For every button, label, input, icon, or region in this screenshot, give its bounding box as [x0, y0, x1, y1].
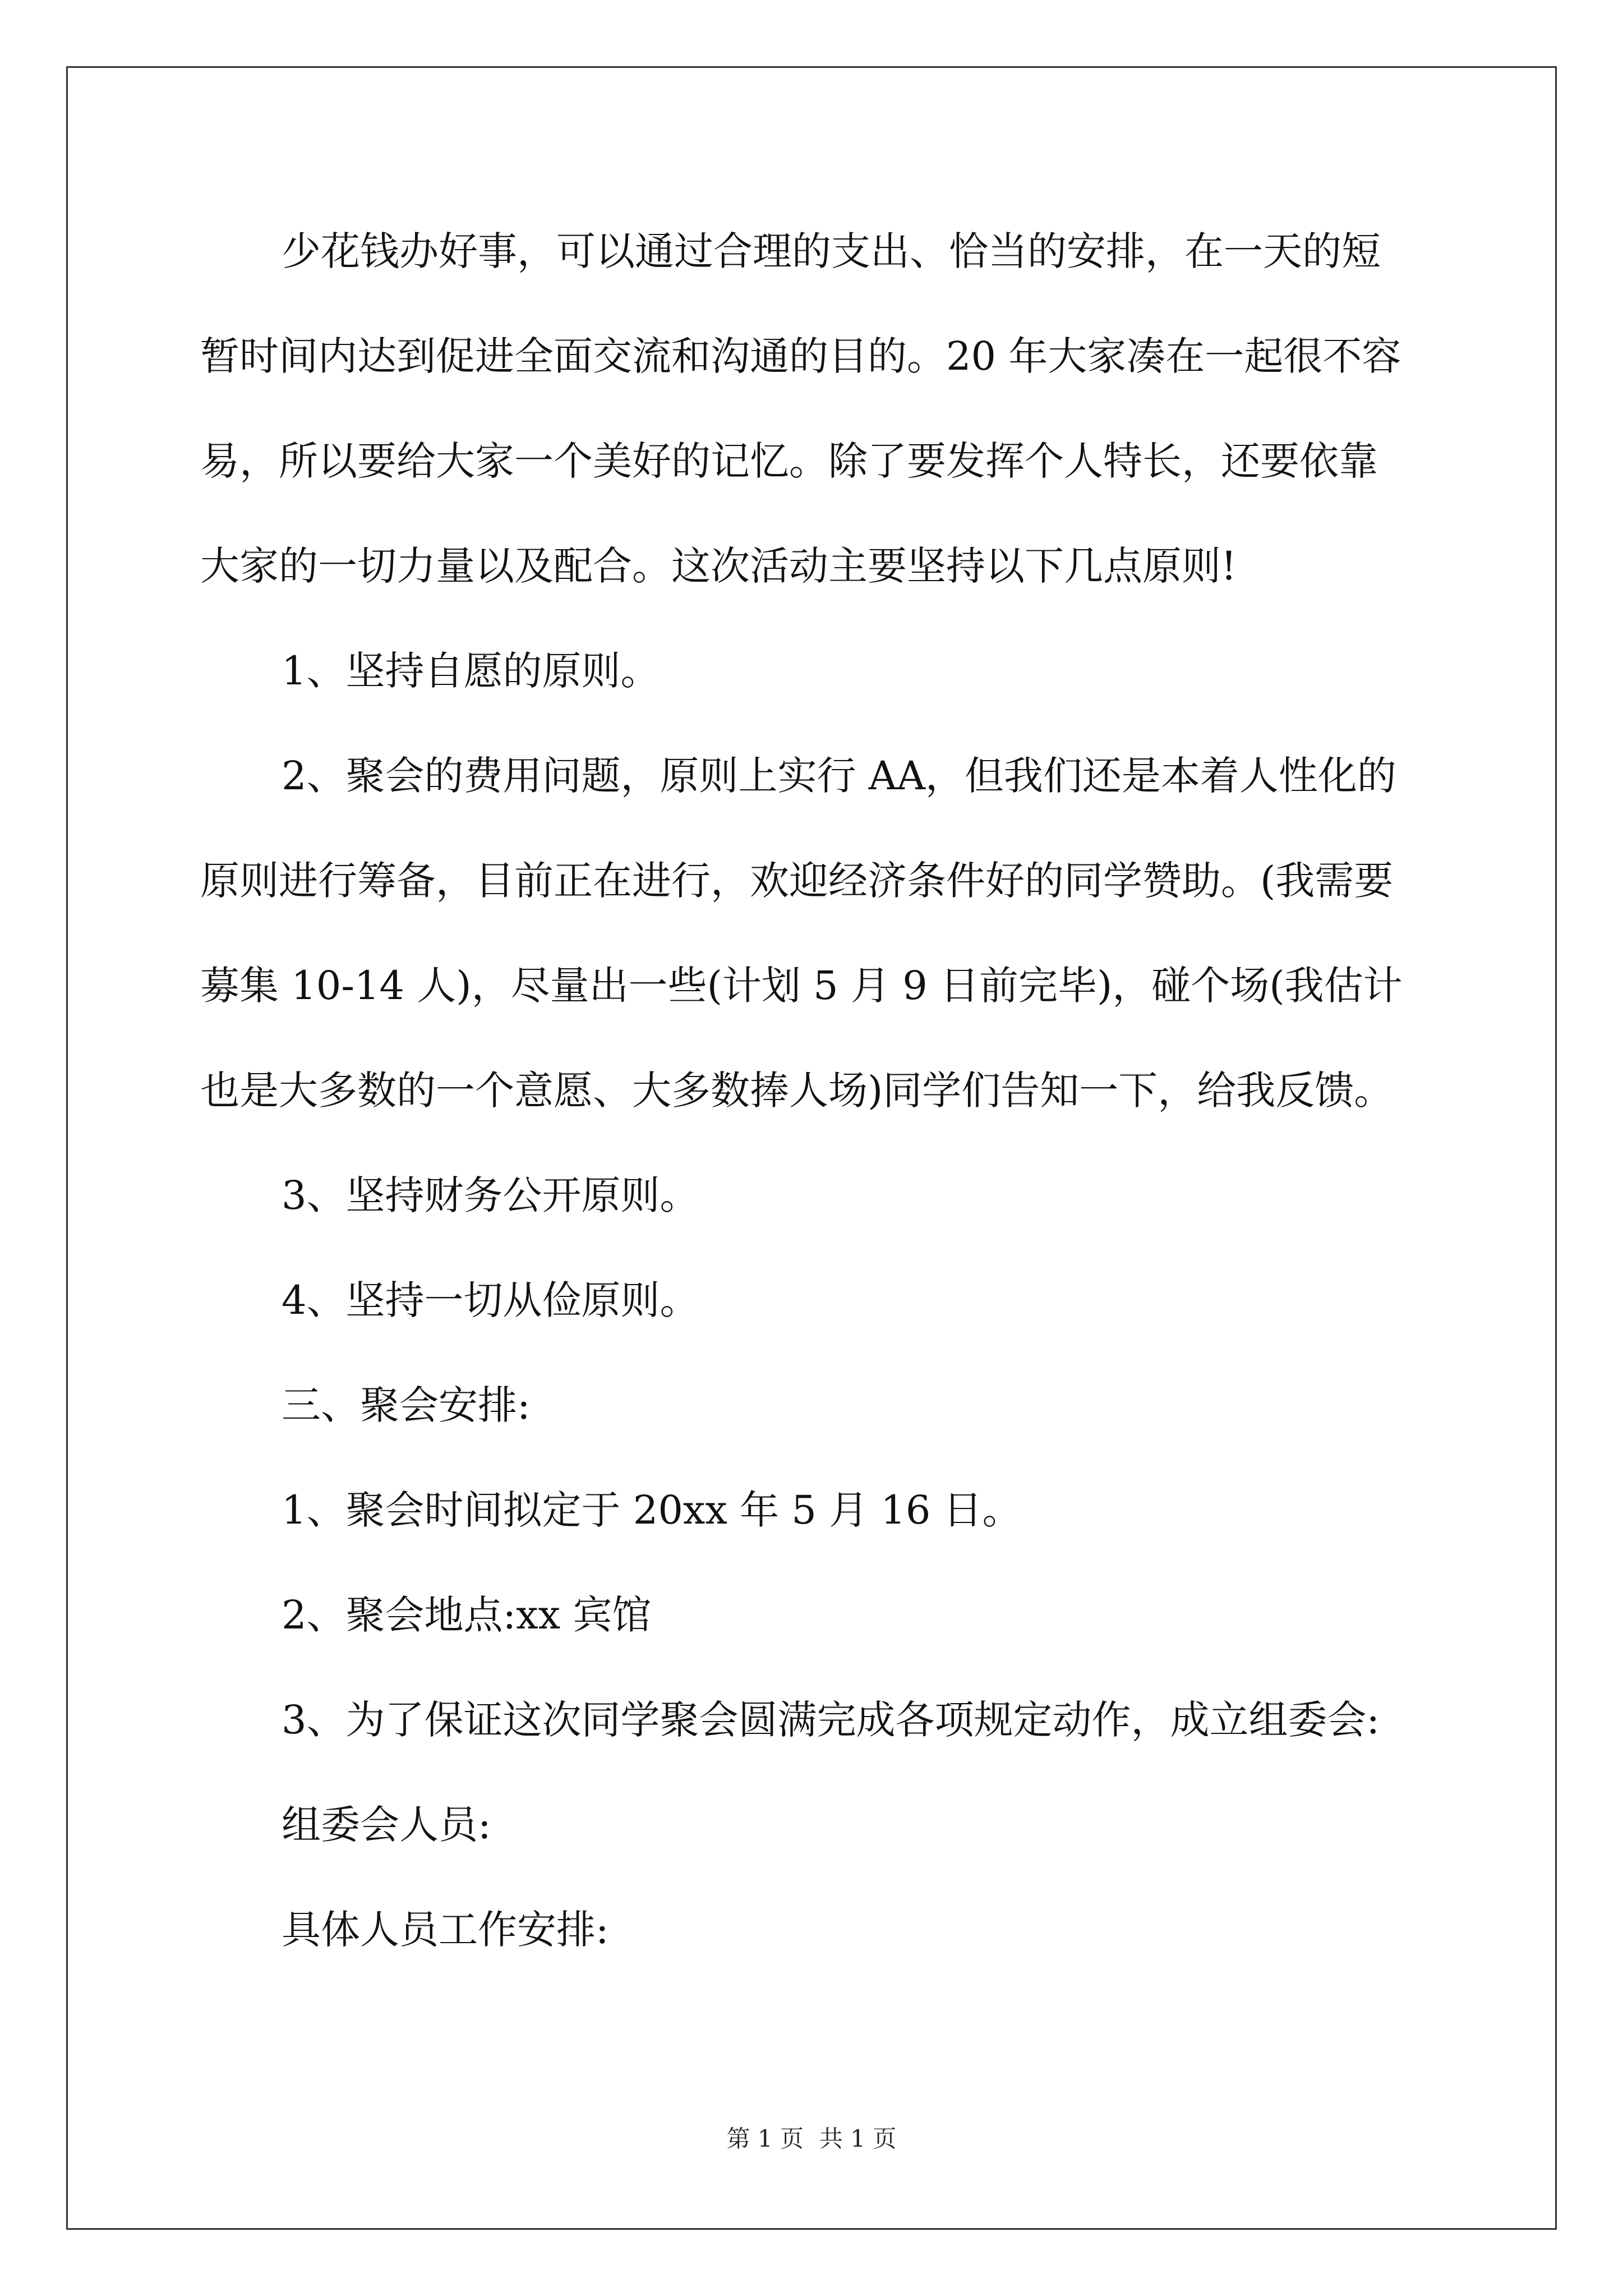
page-number-current: 第 1 页 — [726, 2125, 804, 2152]
page-footer — [0, 2125, 1623, 2153]
paragraph-line: 暂时间内达到促进全面交流和沟通的目的。20 年大家凑在一起很不容 — [200, 333, 1401, 379]
paragraph-line: 1、坚持自愿的原则。 — [282, 648, 660, 694]
paragraph-line: 募集 10-14 人)，尽量出一些(计划 5 月 9 日前完毕)，碰个场(我估计 — [200, 963, 1403, 1009]
paragraph-line: 4、坚持一切从俭原则。 — [282, 1277, 699, 1323]
paragraph-line: 少花钱办好事，可以通过合理的支出、恰当的安排，在一天的短 — [282, 228, 1381, 274]
paragraph-line: 具体人员工作安排: — [282, 1907, 609, 1953]
paragraph-line: 1、聚会时间拟定于 20xx 年 5 月 16 日。 — [282, 1487, 1022, 1533]
paragraph-line: 组委会人员: — [282, 1802, 491, 1848]
page-number-total: 共 1 页 — [819, 2125, 897, 2152]
paragraph-line: 也是大多数的一个意愿、大多数捧人场)同学们告知一下，给我反馈。 — [200, 1068, 1394, 1114]
paragraph-line: 3、为了保证这次同学聚会圆满完成各项规定动作，成立组委会: — [282, 1697, 1380, 1743]
paragraph-line: 易，所以要给大家一个美好的记忆。除了要发挥个人特长，还要依靠 — [200, 438, 1378, 484]
paragraph-line: 2、聚会地点:xx 宾馆 — [282, 1592, 652, 1638]
paragraph-line: 2、聚会的费用问题，原则上实行 AA，但我们还是本着人性化的 — [282, 753, 1396, 799]
section-heading: 三、聚会安排: — [282, 1382, 531, 1428]
paragraph-line: 3、坚持财务公开原则。 — [282, 1172, 699, 1218]
paragraph-line: 大家的一切力量以及配合。这次活动主要坚持以下几点原则! — [200, 543, 1237, 589]
paragraph-line: 原则进行筹备，目前正在进行，欢迎经济条件好的同学赞助。(我需要 — [200, 858, 1394, 904]
